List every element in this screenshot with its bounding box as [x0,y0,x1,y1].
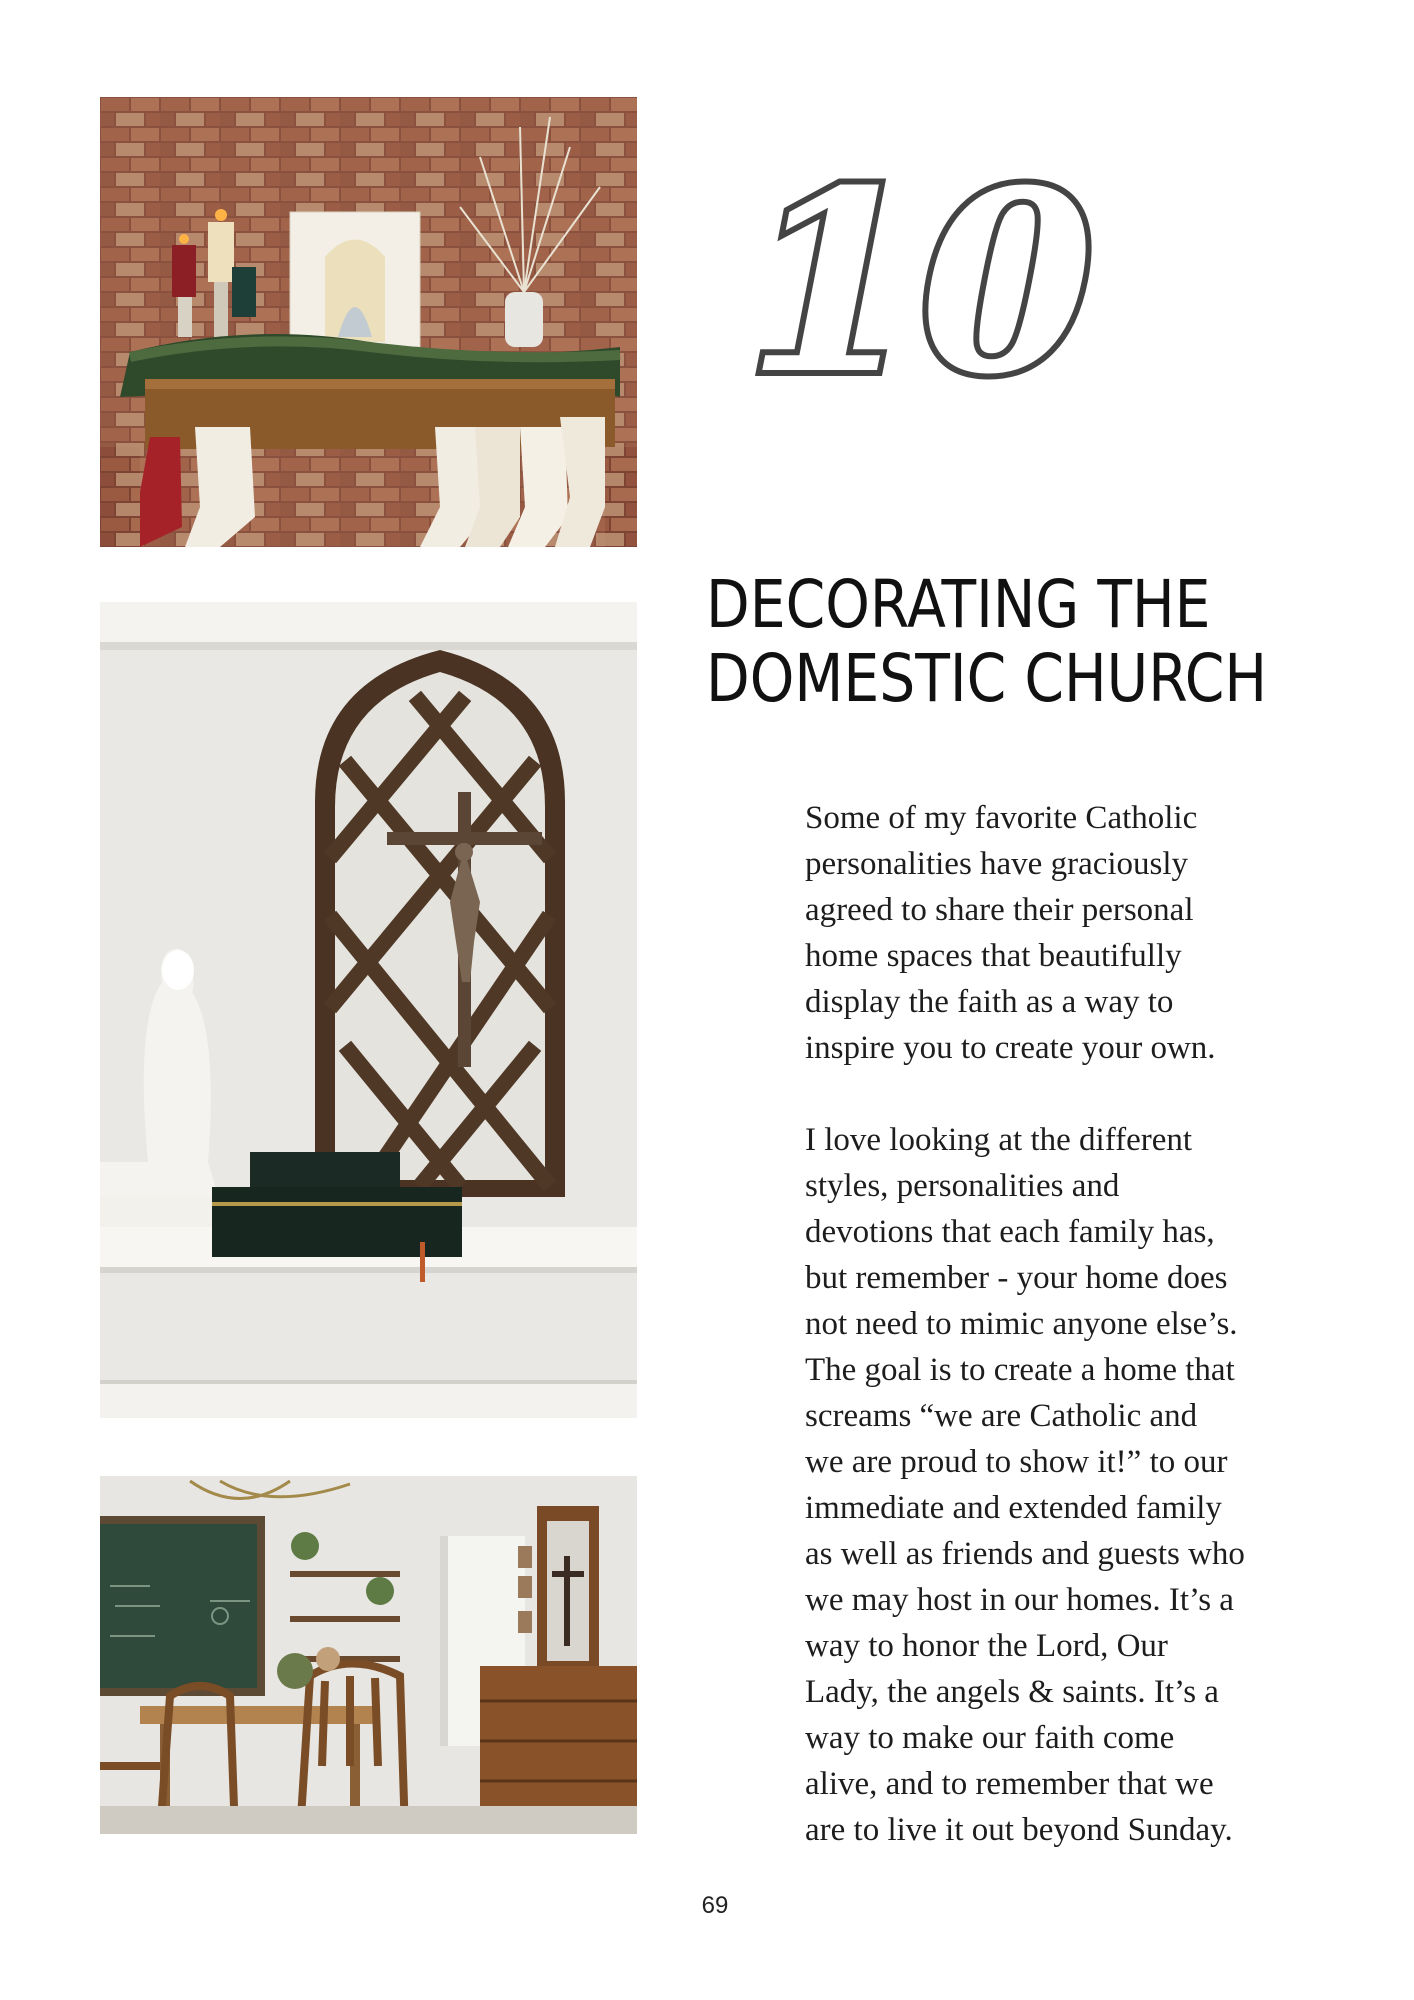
dining-room-photo [100,1476,637,1834]
crucifix-photo-graphic [100,602,637,1418]
mantel-photo-graphic [100,97,637,547]
chapter-title-line-2: DOMESTIC CHURCH [706,640,1268,717]
chapter-title [706,568,1386,716]
intro-paragraph: Some of my favorite Catholic personalities have graciously agreed to share their personal home spaces that beautifully display the faith as a way to inspire you to create your own. [805,800,1216,1066]
chapter-number-text: 10 [746,160,1094,410]
crucifix-photo [100,602,637,1418]
chapter-number [740,160,1100,410]
page-number: 69 [701,1892,729,1919]
chapter-title-line-1: DECORATING THE [706,566,1211,643]
dining-room-photo-graphic [100,1476,637,1834]
body-paragraph: I love looking at the different styles, personalities and devotions that each family has, but remember - your home does not need to mimic anyone else’s. The goal is to create a home that screams “we are Catholic and we are proud to show it!” to our immediate and extended family as well as friends and guests who we may host in our homes. It’s a way to honor the Lord, Our Lady, the angels & saints. It’s a way to make our faith come alive, and to remember that we are to live it out beyond Sunday. [805,1122,1245,1848]
mantel-photo [100,97,637,547]
chapter-number-graphic [740,160,1100,410]
